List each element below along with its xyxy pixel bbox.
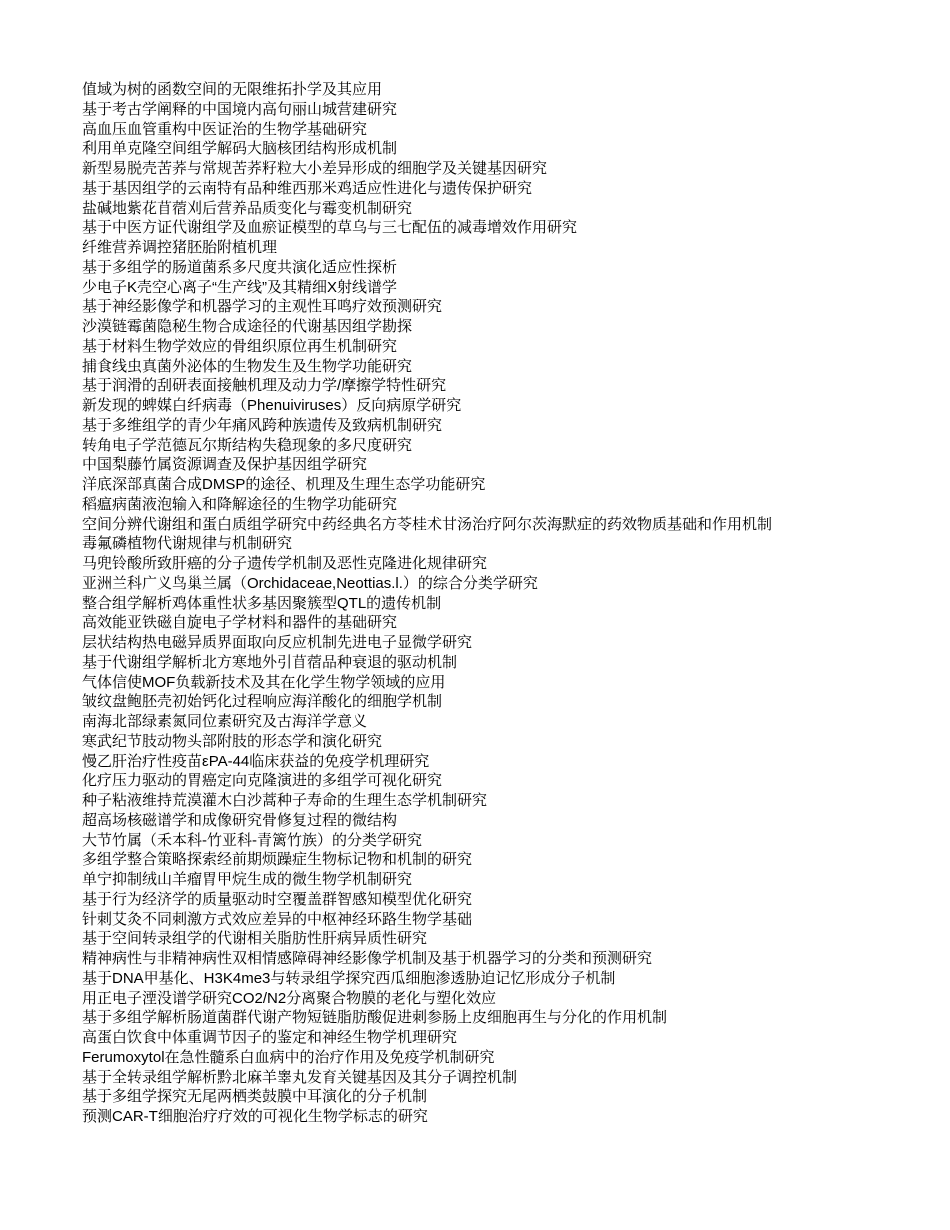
- project-title-line: 基于基因组学的云南特有品种维西那米鸡适应性进化与遗传保护研究: [82, 179, 533, 197]
- project-title-line: 基于材料生物学效应的骨组织原位再生机制研究: [82, 337, 398, 355]
- project-title-line: 基于全转录组学解析黔北麻羊睾丸发育关键基因及其分子调控机制: [82, 1068, 518, 1086]
- project-title-line: 基于多组学解析肠道菌群代谢产物短链脂肪酸促进刺参肠上皮细胞再生与分化的作用机制: [82, 1009, 668, 1027]
- project-title-line: 亚洲兰科广义鸟巢兰属（Orchidaceae,Neottias.l.）的综合分类学研究: [82, 574, 538, 592]
- project-title-line: 空间分辨代谢组和蛋白质组学研究中药经典名方苓桂术甘汤治疗阿尔茨海默症的药效物质基础和作用机制: [82, 515, 773, 533]
- project-title-line: 用正电子湮没谱学研究CO2/N2分离聚合物膜的老化与塑化效应: [82, 989, 497, 1007]
- project-title-line: 基于多组学的肠道菌系多尺度共演化适应性探析: [82, 258, 398, 276]
- project-title-line: 超高场核磁谱学和成像研究骨修复过程的微结构: [82, 811, 398, 829]
- project-title-line: 基于神经影像学和机器学习的主观性耳鸣疗效预测研究: [82, 298, 443, 316]
- project-title-line: 盐碱地紫花苜蓿刈后营养品质变化与霉变机制研究: [82, 199, 413, 217]
- project-title-line: 基于多组学探究无尾两栖类鼓膜中耳演化的分子机制: [82, 1088, 428, 1106]
- project-title-line: 皱纹盘鲍胚壳初始钙化过程响应海洋酸化的细胞学机制: [82, 693, 443, 711]
- project-title-list: [82, 80, 950, 1127]
- project-title-line: 毒氟磷植物代谢规律与机制研究: [82, 535, 293, 553]
- project-title-line: 南海北部绿素氮同位素研究及古海洋学意义: [82, 713, 368, 730]
- project-title-line: 值域为树的函数空间的无限维拓扑学及其应用: [82, 81, 383, 98]
- project-title-line: 基于代谢组学解析北方寒地外引苜蓿品种衰退的驱动机制: [82, 653, 458, 671]
- project-title-line: 单宁抑制绒山羊瘤胃甲烷生成的微生物学机制研究: [82, 871, 413, 888]
- project-title-line: 高效能亚铁磁自旋电子学材料和器件的基础研究: [82, 614, 398, 632]
- project-title-line: 基于润滑的刮研表面接触机理及动力学/摩擦学特性研究: [82, 377, 447, 395]
- project-title-line: 种子粘液维持荒漠灌木白沙蒿种子寿命的生理生态学机制研究: [82, 792, 488, 809]
- project-title-line: 基于多维组学的青少年痛风跨种族遗传及致病机制研究: [82, 416, 443, 434]
- project-title-line: 预测CAR-T细胞治疗疗效的可视化生物学标志的研究: [82, 1108, 428, 1125]
- project-title-line: Ferumoxytol在急性髓系白血病中的治疗作用及免疫学机制研究: [82, 1048, 495, 1066]
- project-title-line: 纤维营养调控猪胚胎附植机理: [82, 239, 278, 256]
- project-title-line: 马兜铃酸所致肝癌的分子遗传学机制及恶性克隆进化规律研究: [82, 555, 488, 572]
- project-title-line: 针刺艾灸不同刺激方式效应差异的中枢神经环路生物学基础: [82, 910, 473, 928]
- project-title-line: 少电子K壳空心离子“生产线”及其精细X射线谱学: [82, 278, 398, 296]
- project-title-line: 化疗压力驱动的胃癌定向克隆演进的多组学可视化研究: [82, 772, 443, 790]
- project-title-line: 寒武纪节肢动物头部附肢的形态学和演化研究: [82, 732, 383, 750]
- project-title-line: 转角电子学范德瓦尔斯结构失稳现象的多尺度研究: [82, 436, 413, 454]
- project-title-line: 新发现的蜱媒白纤病毒（Phenuiviruses）反向病原学研究: [82, 397, 462, 414]
- project-title-line: 整合组学解析鸡体重性状多基因聚簇型QTL的遗传机制: [82, 594, 442, 612]
- project-title-line: 沙漠链霉菌隐秘生物合成途径的代谢基因组学勘探: [82, 318, 413, 335]
- project-title-line: 基于DNA甲基化、H3K4me3与转录组学探究西瓜细胞渗透胁迫记忆形成分子机制: [82, 969, 616, 987]
- project-title-line: 基于行为经济学的质量驱动时空覆盖群智感知模型优化研究: [82, 890, 473, 908]
- project-title-line: 层状结构热电磁异质界面取向反应机制先进电子显微学研究: [82, 634, 473, 651]
- project-title-line: 精神病性与非精神病性双相情感障碍神经影像学机制及基于机器学习的分类和预测研究: [82, 950, 653, 967]
- project-title-line: 高蛋白饮食中体重调节因子的鉴定和神经生物学机理研究: [82, 1029, 458, 1046]
- project-title-line: 中国梨藤竹属资源调查及保护基因组学研究: [82, 456, 368, 474]
- project-title-line: 新型易脱壳苦荞与常规苦荞籽粒大小差异形成的细胞学及关键基因研究: [82, 160, 548, 177]
- project-title-line: 稻瘟病菌液泡输入和降解途径的生物学功能研究: [82, 495, 398, 513]
- project-title-line: 慢乙肝治疗性疫苗εPA-44临床获益的免疫学机理研究: [82, 752, 430, 770]
- project-title-line: 基于中医方证代谢组学及血瘀证模型的草乌与三七配伍的减毒增效作用研究: [82, 219, 578, 237]
- project-title-line: 洋底深部真菌合成DMSP的途径、机理及生理生态学功能研究: [82, 476, 486, 493]
- project-title-line: 大节竹属（禾本科-竹亚科-青篱竹族）的分类学研究: [82, 831, 422, 849]
- project-title-line: 高血压血管重构中医证治的生物学基础研究: [82, 120, 368, 138]
- project-title-line: 捕食线虫真菌外泌体的生物发生及生物学功能研究: [82, 357, 413, 375]
- project-title-line: 气体信使MOF负载新技术及其在化学生物学领域的应用: [82, 673, 446, 691]
- project-title-line: 基于空间转录组学的代谢相关脂肪性肝病异质性研究: [82, 930, 428, 948]
- project-title-line: 基于考古学阐释的中国境内高句丽山城营建研究: [82, 100, 398, 118]
- project-title-line: 多组学整合策略探索经前期烦躁症生物标记物和机制的研究: [82, 851, 473, 869]
- project-title-line: 利用单克隆空间组学解码大脑核团结构形成机制: [82, 140, 398, 158]
